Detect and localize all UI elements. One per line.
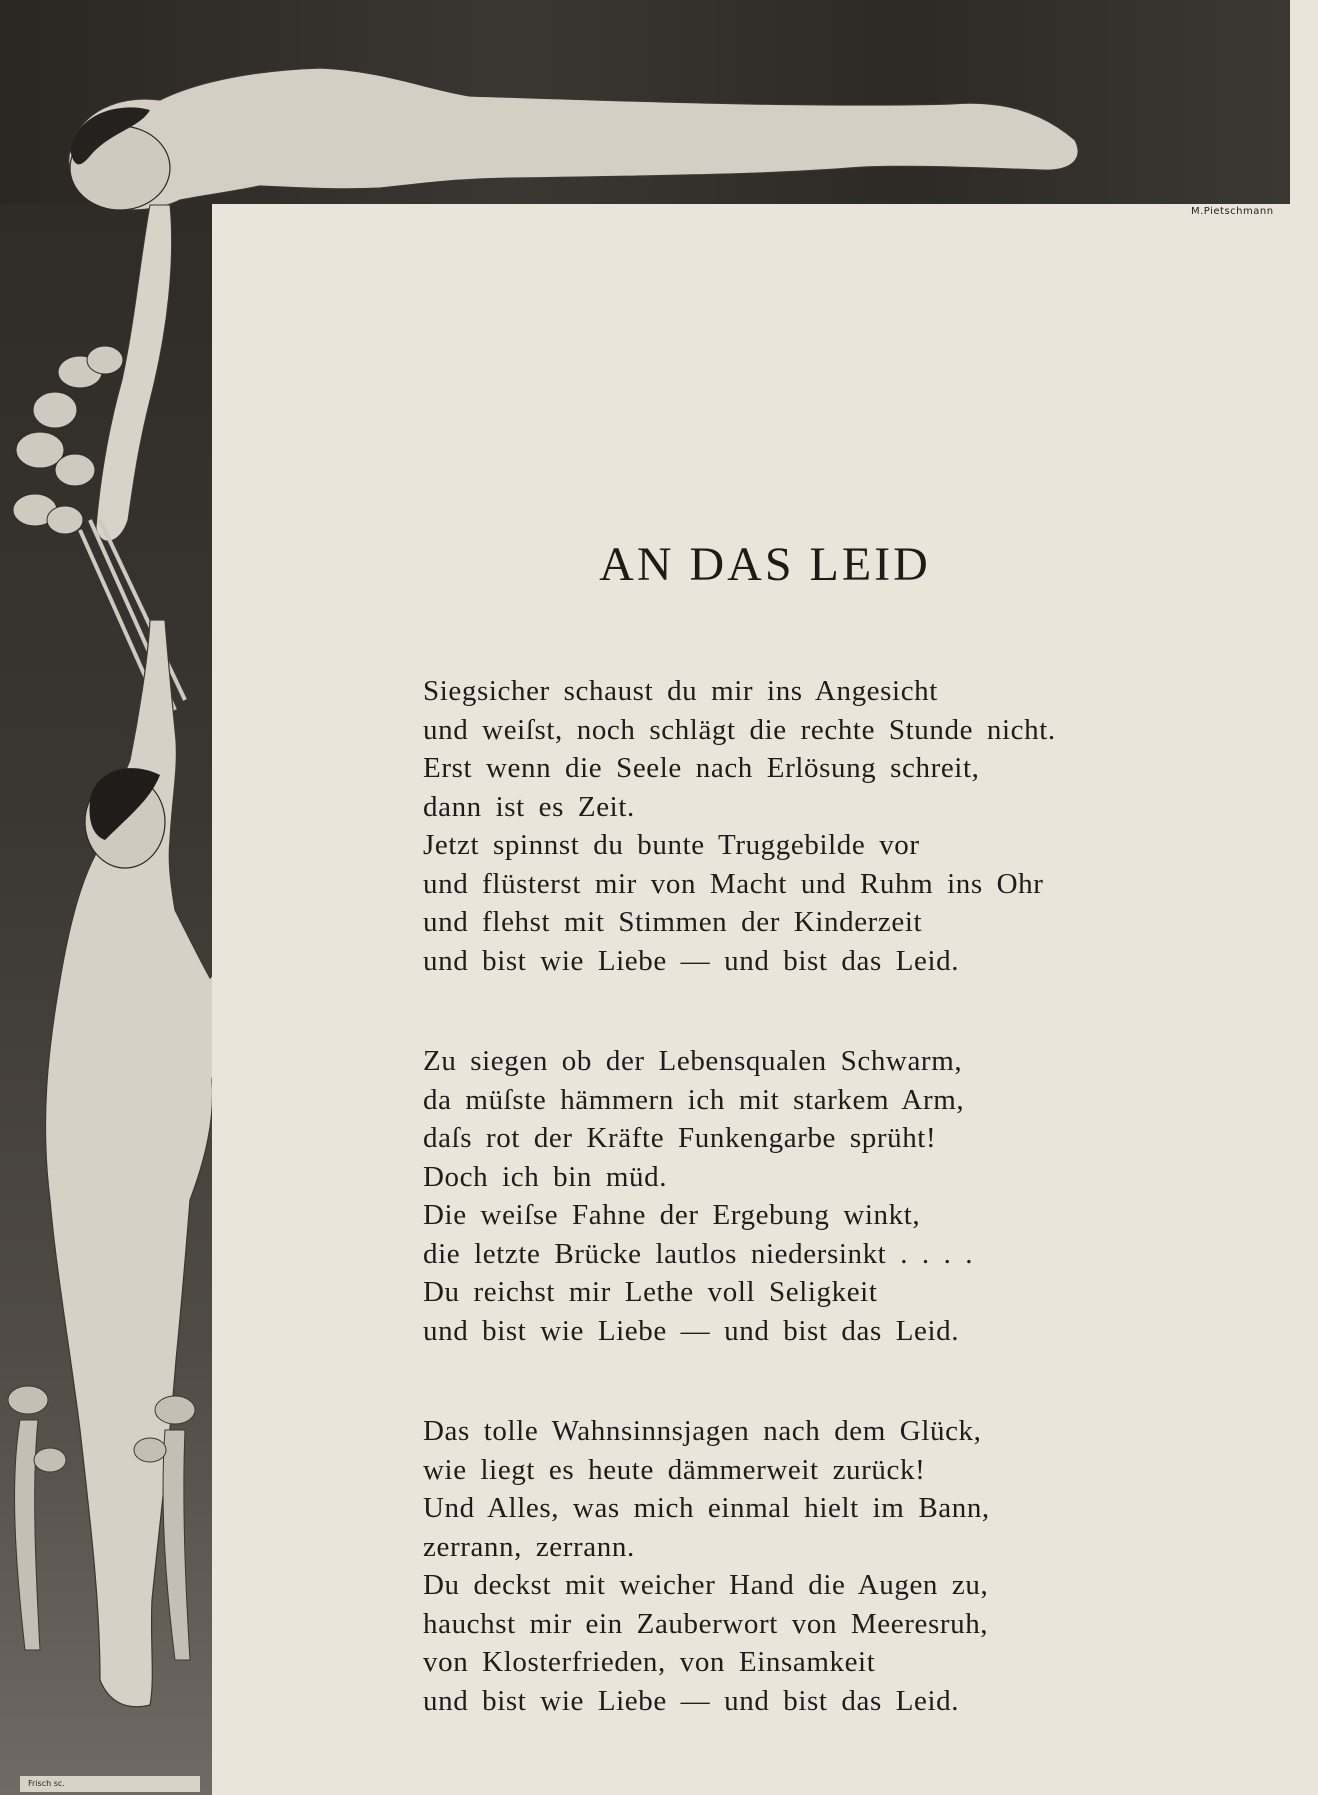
stanza-3 — [423, 1412, 1183, 1720]
poem-line: daſs rot der Kräfte Funkengarbe sprüht! — [423, 1122, 937, 1154]
poem-line: Doch ich bin müd. — [423, 1160, 668, 1193]
poem-line: zerrann, zerrann. — [423, 1530, 635, 1563]
poem-line: Du reichst mir Lethe voll Seligkeit — [423, 1276, 878, 1308]
poem-line: Jetzt spinnst du bunte Truggebilde vor — [423, 829, 920, 861]
poem-line: Und Alles, was mich einmal hielt im Bann, — [423, 1492, 990, 1524]
poem-line: Zu siegen ob der Lebensqualen Schwarm, — [423, 1045, 963, 1077]
reclining-figure — [69, 68, 1078, 210]
stanza-2 — [423, 1042, 1183, 1350]
poem-line: hauchst mir ein Zauberwort von Meeresruh, — [423, 1607, 989, 1640]
poem-line: Die weiſse Fahne der Ergebung winkt, — [423, 1199, 921, 1231]
poem-line: Du deckst mit weicher Hand die Augen zu, — [423, 1569, 989, 1601]
poem-line: Erst wenn die Seele nach Erlösung schreit, — [423, 752, 980, 784]
poem-line: und flüsterst mir von Macht und Ruhm ins Ohr — [423, 867, 1044, 900]
poem-body — [423, 672, 1183, 1720]
poem-line: da müſste hämmern ich mit starkem Arm, — [423, 1083, 965, 1116]
stanza-1 — [423, 672, 1183, 980]
poem-line: dann ist es Zeit. — [423, 790, 635, 823]
poem-title: AN DAS LEID — [599, 538, 931, 592]
artist-signature: M.Pietschmann — [1191, 206, 1274, 217]
poem-line: die letzte Brücke lautlos niedersinkt . . . . — [423, 1237, 974, 1270]
poem-line: Das tolle Wahnsinnsjagen nach dem Glück, — [423, 1415, 982, 1447]
poem-line: und weiſst, noch schlägt die rechte Stunde nicht. — [423, 713, 1056, 746]
poem-line: wie liegt es heute dämmerweit zurück! — [423, 1453, 926, 1486]
poem-line: Siegsicher schaust du mir ins Angesicht — [423, 675, 938, 707]
poem-line: von Klosterfrieden, von Einsamkeit — [423, 1646, 876, 1678]
poem-line: und flehst mit Stimmen der Kinderzeit — [423, 906, 923, 938]
poem-line: und bist wie Liebe — und bist das Leid. — [423, 1314, 960, 1347]
engraver-signature: Frisch sc. — [28, 1779, 65, 1788]
poem-line: und bist wie Liebe — und bist das Leid. — [423, 1684, 960, 1717]
poem-line: und bist wie Liebe — und bist das Leid. — [423, 944, 960, 977]
